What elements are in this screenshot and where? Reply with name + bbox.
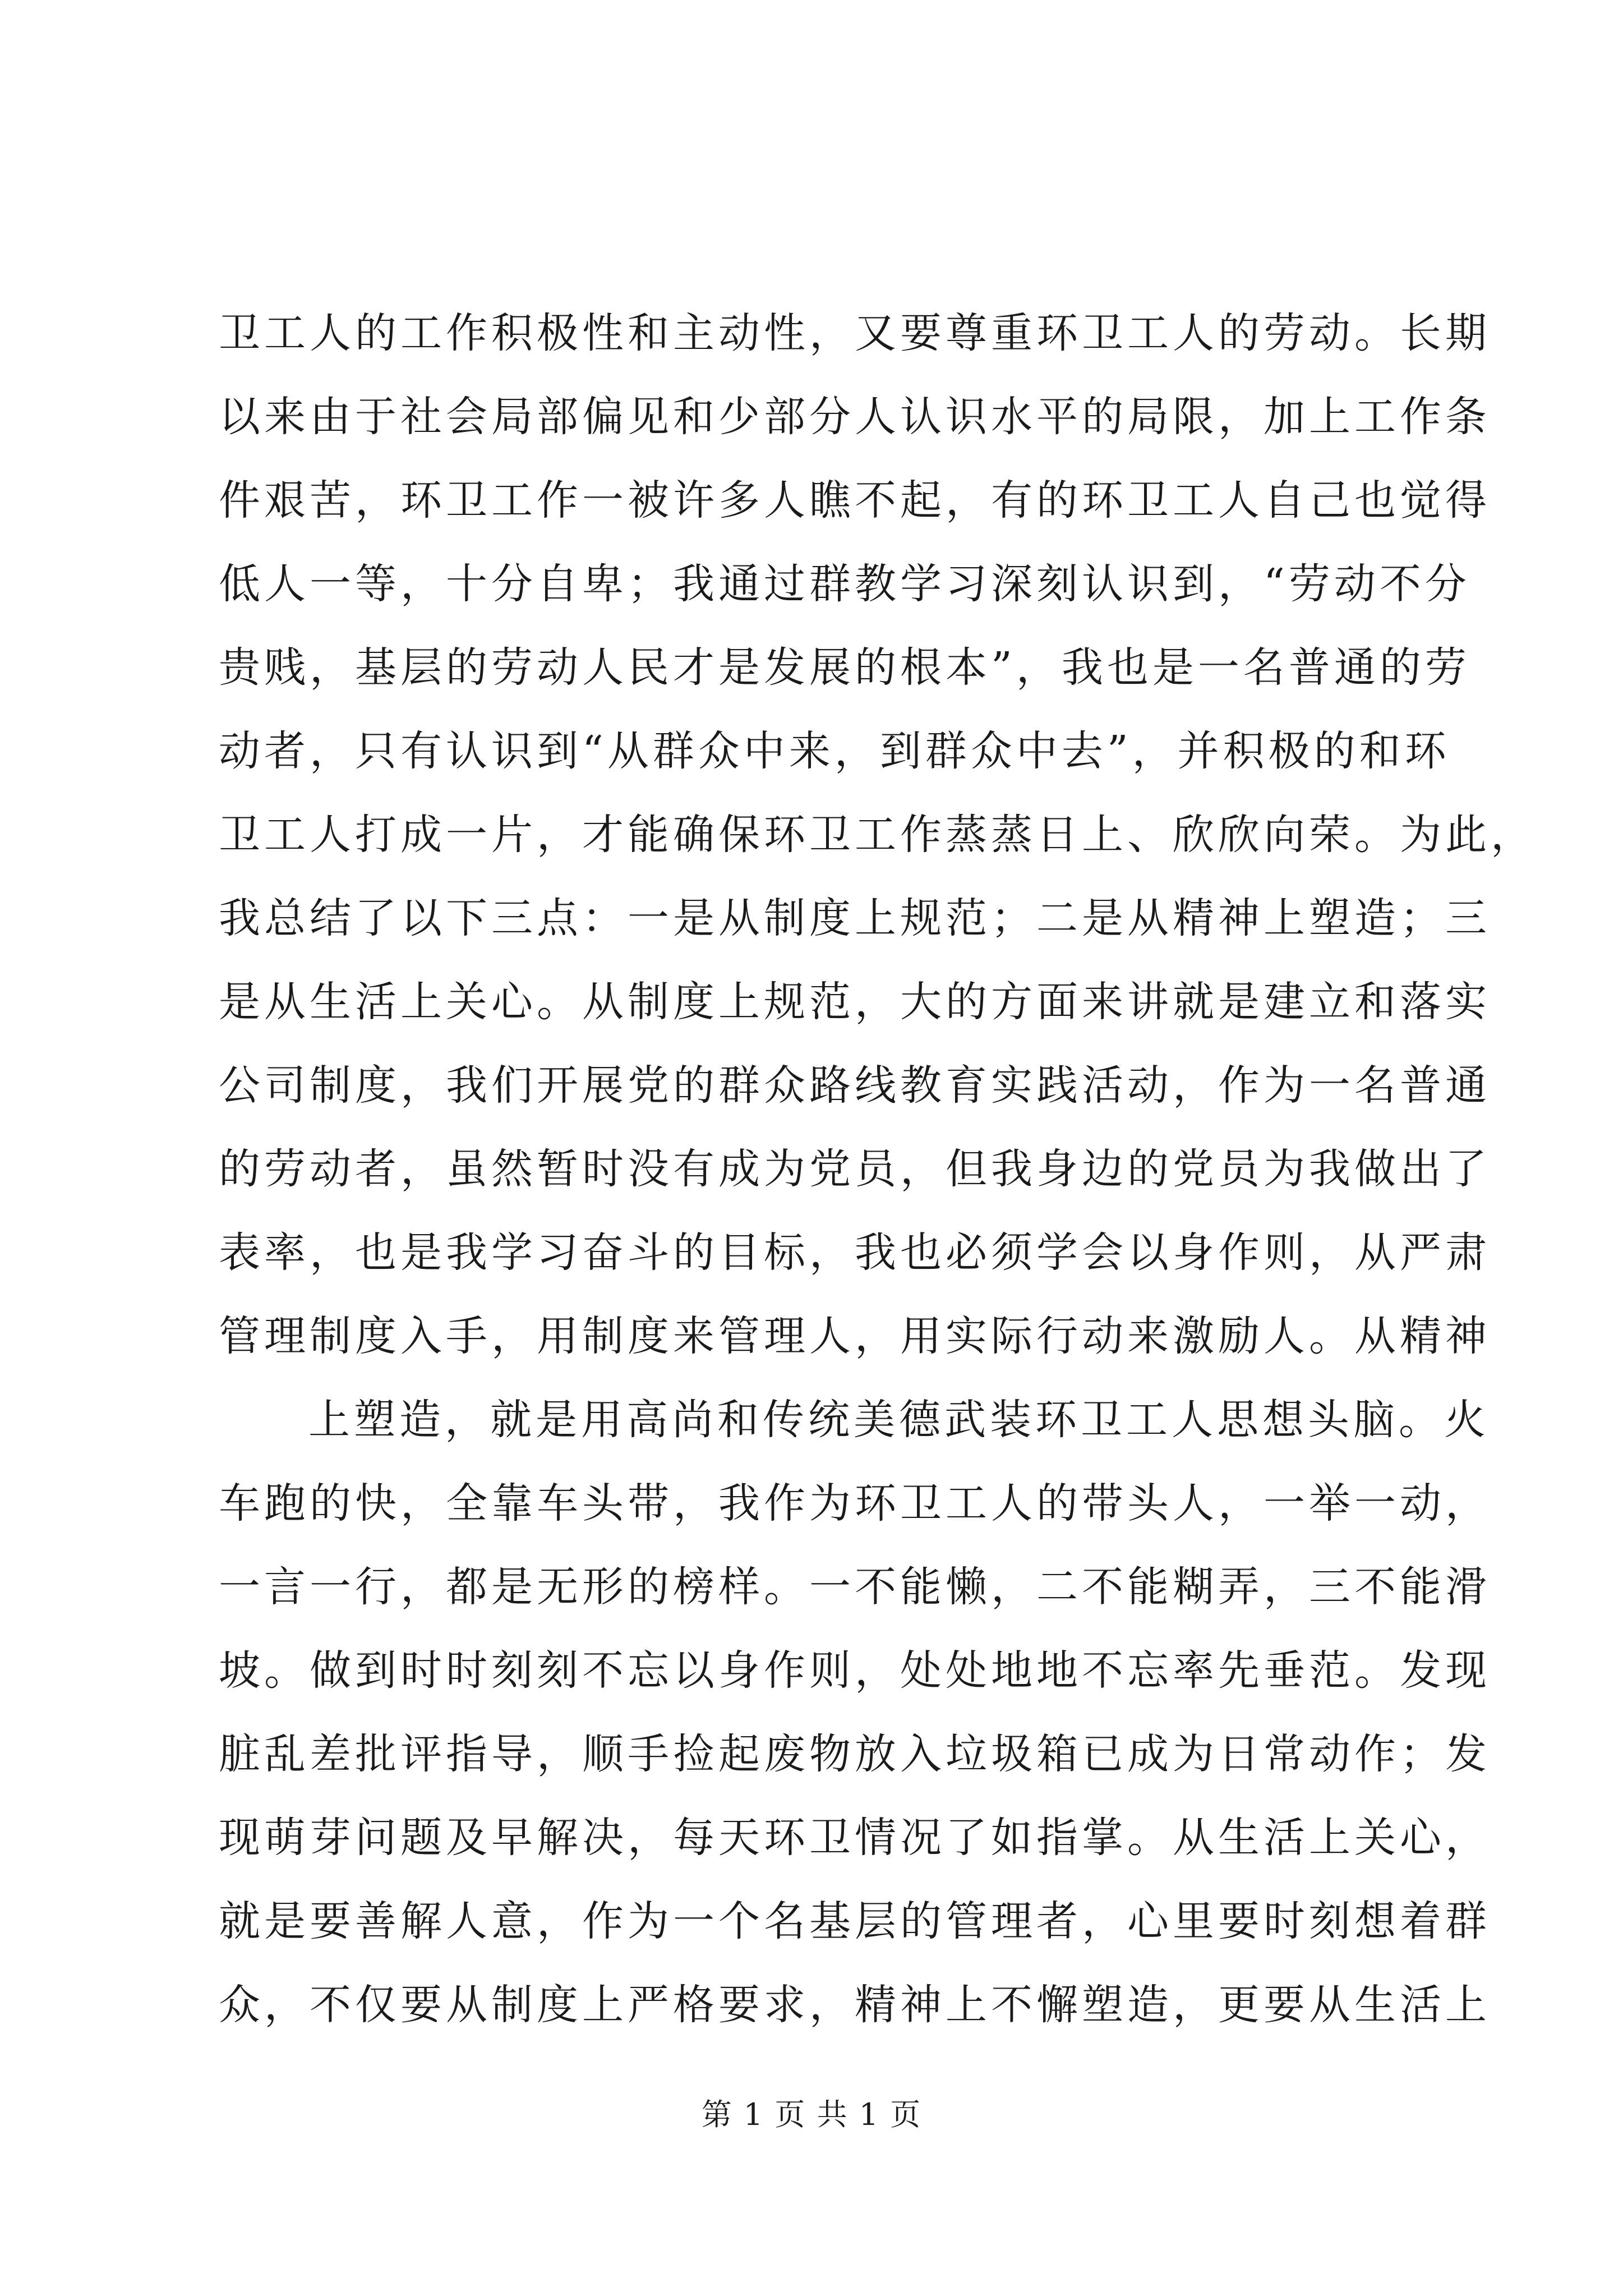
text-line: 动者，只有认识到“从群众中来，到群众中去”，并积极的和环 [219,727,1450,775]
text-line: 坡。做到时时刻刻不忘以身作则，处处地地不忘率先垂范。发现 [219,1646,1491,1695]
text-line: 现萌芽问题及早解决，每天环卫情况了如指掌。从生活上关心， [219,1814,1491,1862]
text-line: 贵贱，基层的劳动人民才是发展的根本”，我也是一名普通的劳 [219,643,1470,692]
text-line: 公司制度，我们开展党的群众路线教育实践活动，作为一名普通 [219,1061,1491,1110]
text-line: 是从生活上关心。从制度上规范，大的方面来讲就是建立和落实 [219,978,1491,1026]
paragraph-start-line: 上塑造，就是用高尚和传统美德武装环卫工人思想头脑。火 [308,1396,1490,1444]
text-line: 管理制度入手，用制度来管理人，用实际行动来激励人。从精神 [219,1312,1491,1360]
text-line: 众，不仅要从制度上严格要求，精神上不懈塑造，更要从生活上 [219,1981,1491,2029]
text-line: 卫工人打成一片，才能确保环卫工作蒸蒸日上、欣欣向荣。为此， [219,811,1536,859]
body-text [219,292,1536,2047]
text-line: 卫工人的工作积极性和主动性，又要尊重环卫工人的劳动。长期 [219,309,1491,357]
text-line: 一言一行，都是无形的榜样。一不能懒，二不能糊弄，三不能滑 [219,1563,1491,1611]
page-footer: 第 1 页 共 1 页 [701,2097,922,2132]
text-line: 低人一等，十分自卑；我通过群教学习深刻认识到，“劳动不分 [219,560,1470,608]
text-line: 件艰苦，环卫工作一被许多人瞧不起，有的环卫工人自己也觉得 [219,476,1491,524]
text-line: 以来由于社会局部偏见和少部分人认识水平的局限，加上工作条 [219,393,1491,441]
text-line: 的劳动者，虽然暂时没有成为党员，但我身边的党员为我做出了 [219,1145,1491,1193]
text-line: 就是要善解人意，作为一个名基层的管理者，心里要时刻想着群 [219,1897,1491,1945]
text-line: 我总结了以下三点：一是从制度上规范；二是从精神上塑造；三 [219,894,1491,942]
text-line: 表率，也是我学习奋斗的目标，我也必须学会以身作则，从严肃 [219,1228,1491,1277]
text-line: 脏乱差批评指导，顺手捡起废物放入垃圾箱已成为日常动作；发 [219,1730,1491,1778]
text-line: 车跑的快，全靠车头带，我作为环卫工人的带头人，一举一动， [219,1479,1491,1527]
